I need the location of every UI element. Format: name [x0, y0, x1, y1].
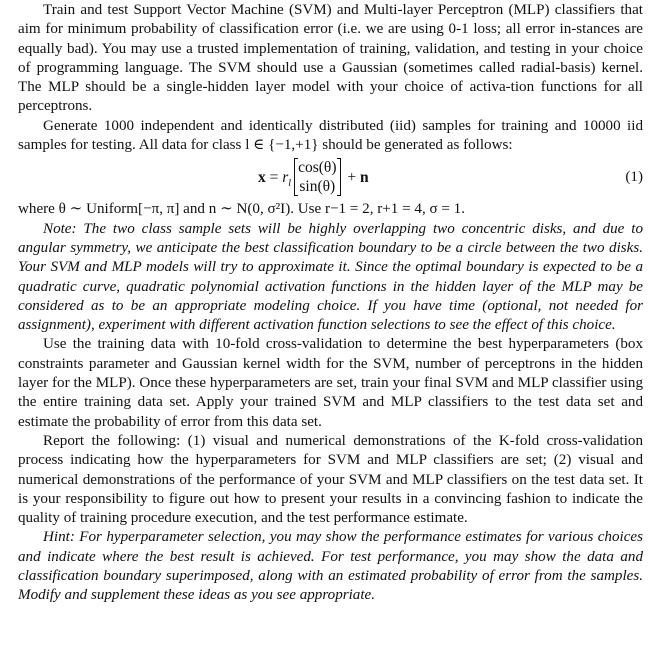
equation-noise: n: [360, 168, 369, 186]
paragraph-data-generation: Generate 1000 independent and identically distributed (iid) samples for training and 10000 iid samples for testing. All data for class l ∈ {−1,+1} should be generated as follows:: [18, 117, 643, 154]
equation-radius: [282, 168, 291, 187]
equation-radius-symbol: r: [282, 168, 289, 186]
paragraph-cross-validation: Use the training data with 10-fold cross-validation to determine the best hyperparameters (box constraints parameter and Gaussian kernel width for the SVM, number of perceptrons in the hidden layer for the MLP). Once these hyperparameters are set, train your final SVM and MLP classifier using the entire training data set. Apply your trained SVM and MLP classifiers to the test data set and estimate the probability of error from this data set.: [18, 336, 643, 430]
equation-vector-top: cos(θ): [298, 159, 337, 177]
equation-lhs: x: [258, 168, 266, 186]
equation-radius-subscript: l: [288, 177, 292, 189]
equation-block: [18, 156, 643, 200]
paragraph-parameters: where θ ∼ Uniform[−π, π] and n ∼ N(0, σ²I). Use r−1 = 2, r+1 = 4, σ = 1.: [18, 201, 466, 218]
paragraph-hint: Hint: For hyperparameter selection, you may show the performance estimates for various choices and indicate where the best result is achieved. For test performance, you may show the data and classification boundary superimposed, along with an estimated probability of error from the samples. Modify and supplement these ideas as you see appropriate.: [18, 529, 643, 604]
equation: [258, 158, 369, 196]
paragraph-report: Report the following: (1) visual and numerical demonstrations of the K-fold cross-validation process indicating how the hyperparameters for SVM and MLP classifiers are set; (2) visual and numerical demonstrations of the performance of your SVM and MLP classifiers on the test data set. It is your responsibility to figure out how to present your results in a convincing fashion to indicate the quality of training procedure execution, and the test performance estimate.: [18, 432, 643, 527]
equation-equals: =: [265, 168, 283, 186]
equation-number: (1): [625, 169, 643, 186]
equation-vector: [294, 158, 340, 196]
equation-vector-bottom: sin(θ): [299, 178, 336, 196]
paragraph-task-description: Train and test Support Vector Machine (SVM) and Multi-layer Perceptron (MLP) classifiers that aim for minimum probability of classification error (i.e. we are using 0-1 loss; all error in-stances are equally bad). You may use a trusted implementation of training, validation, and testing in your choice of programming language. The SVM should use a Gaussian (sometimes called radial-basis) kernel. The MLP should be a single-hidden layer model with your choice of activa-tion functions for all perceptrons.: [18, 2, 643, 115]
paragraph-note: Note: The two class sample sets will be highly overlapping two concentric disks, and due to angular symmetry, we anticipate the best classification boundary to be a circle between the two disks. Your SVM and MLP models will try to approximate it. Since the optimal boundary is expected to be a quadratic curve, quadratic polynomial activation functions in the hidden layer of the MLP may be considered as to be an appropriate modeling choice. If you have time (optional, not needed for assignment), experiment with different activation function selections to see the effect of this choice.: [18, 220, 643, 334]
equation-plus: +: [343, 168, 360, 186]
